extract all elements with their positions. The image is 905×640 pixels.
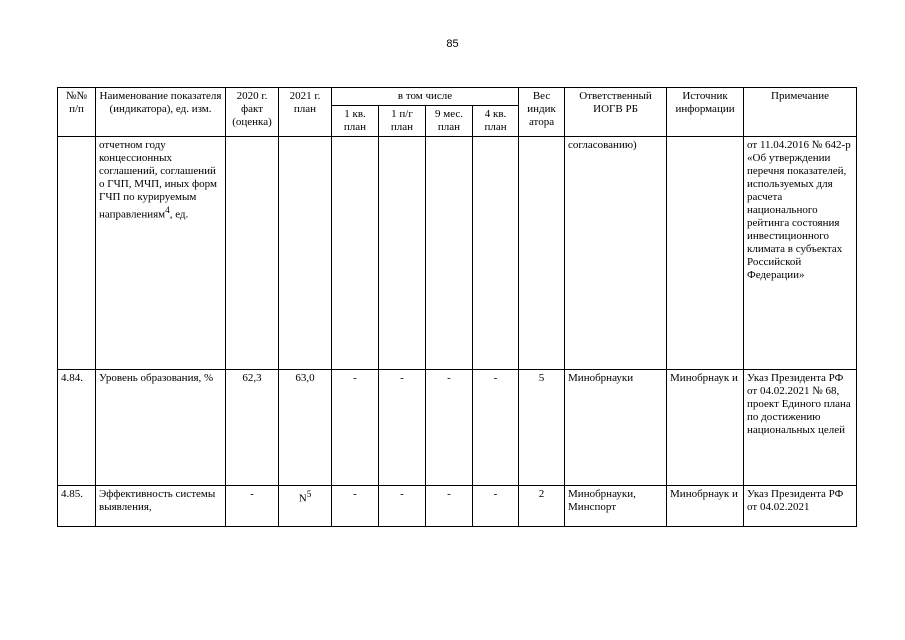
header-weight: Вес индик атора xyxy=(519,88,565,137)
cell-name xyxy=(96,486,226,527)
header-source: Источник информации xyxy=(667,88,744,137)
cell-q1: - xyxy=(332,370,379,486)
cell-weight: 2 xyxy=(519,486,565,527)
cell-m9 xyxy=(426,137,473,370)
cell-source xyxy=(667,137,744,370)
cell-plan-2021 xyxy=(279,486,332,527)
cell-source: Минобрнаук и xyxy=(667,486,744,527)
header-plan-2021: 2021 г. план xyxy=(279,88,332,137)
cell-plan-2021 xyxy=(279,137,332,370)
header-num: №№ п/п xyxy=(58,88,96,137)
header-name: Наименование показателя (индикатора), ед. изм. xyxy=(96,88,226,137)
table-row xyxy=(58,370,857,486)
cell-name xyxy=(96,370,226,486)
header-h1: 1 п/г план xyxy=(379,106,426,137)
cell-q1: - xyxy=(332,486,379,527)
header-m9: 9 мес. план xyxy=(426,106,473,137)
header-fact-2020: 2020 г. факт (оценка) xyxy=(226,88,279,137)
cell-plan-2021: 63,0 xyxy=(279,370,332,486)
cell-q4 xyxy=(473,137,519,370)
header-including: в том числе xyxy=(332,88,519,106)
cell-num: 4.84. xyxy=(58,370,96,486)
cell-name-text: отчетном году концессионных соглашений, соглашений о ГЧП, МЧП, иных форм ГЧП по курируемым направлениям xyxy=(99,139,217,221)
table-row xyxy=(58,486,857,527)
table-row xyxy=(58,137,857,370)
cell-responsible: Минобрнауки, Минспорт xyxy=(565,486,667,527)
cell-fact-2020: - xyxy=(226,486,279,527)
header-responsible: Ответственный ИОГВ РБ xyxy=(565,88,667,137)
cell-fact-2020 xyxy=(226,137,279,370)
header-q4: 4 кв. план xyxy=(473,106,519,137)
footnote-marker: 4 xyxy=(165,205,170,215)
cell-h1: - xyxy=(379,486,426,527)
cell-source: Минобрнаук и xyxy=(667,370,744,486)
cell-weight: 5 xyxy=(519,370,565,486)
cell-q4: - xyxy=(473,486,519,527)
cell-h1: - xyxy=(379,370,426,486)
cell-num: 4.85. xyxy=(58,486,96,527)
cell-name-tail: , ед. xyxy=(169,208,189,221)
page-number: 85 xyxy=(446,38,459,50)
footnote-marker: 5 xyxy=(306,489,312,499)
cell-q4: - xyxy=(473,370,519,486)
cell-fact-2020: 62,3 xyxy=(226,370,279,486)
header-note: Примечание xyxy=(744,88,857,137)
cell-name xyxy=(96,137,226,370)
table-header-row xyxy=(58,88,857,106)
cell-responsible: согласованию) xyxy=(565,137,667,370)
cell-m9: - xyxy=(426,486,473,527)
cell-name-text: Эффективность системы выявления, xyxy=(99,488,216,513)
cell-responsible: Минобрнауки xyxy=(565,370,667,486)
cell-note: Указ Президента РФ от 04.02.2021 № 68, проект Единого плана по достижению национальных целей xyxy=(744,370,857,486)
cell-num xyxy=(58,137,96,370)
cell-note: от 11.04.2016 № 642-р «Об утверждении перечня показателей, используемых для расчета национального рейтинга состояния инвестиционного климата в субъектах Российской Федерации» xyxy=(744,137,857,370)
indicators-table xyxy=(57,87,857,527)
cell-m9: - xyxy=(426,370,473,486)
cell-note: Указ Президента РФ от 04.02.2021 xyxy=(744,486,857,527)
cell-plan-2021-text: N xyxy=(298,492,307,505)
cell-name-text: Уровень образования, % xyxy=(99,372,214,384)
cell-h1 xyxy=(379,137,426,370)
cell-q1 xyxy=(332,137,379,370)
header-q1: 1 кв. план xyxy=(332,106,379,137)
cell-weight xyxy=(519,137,565,370)
